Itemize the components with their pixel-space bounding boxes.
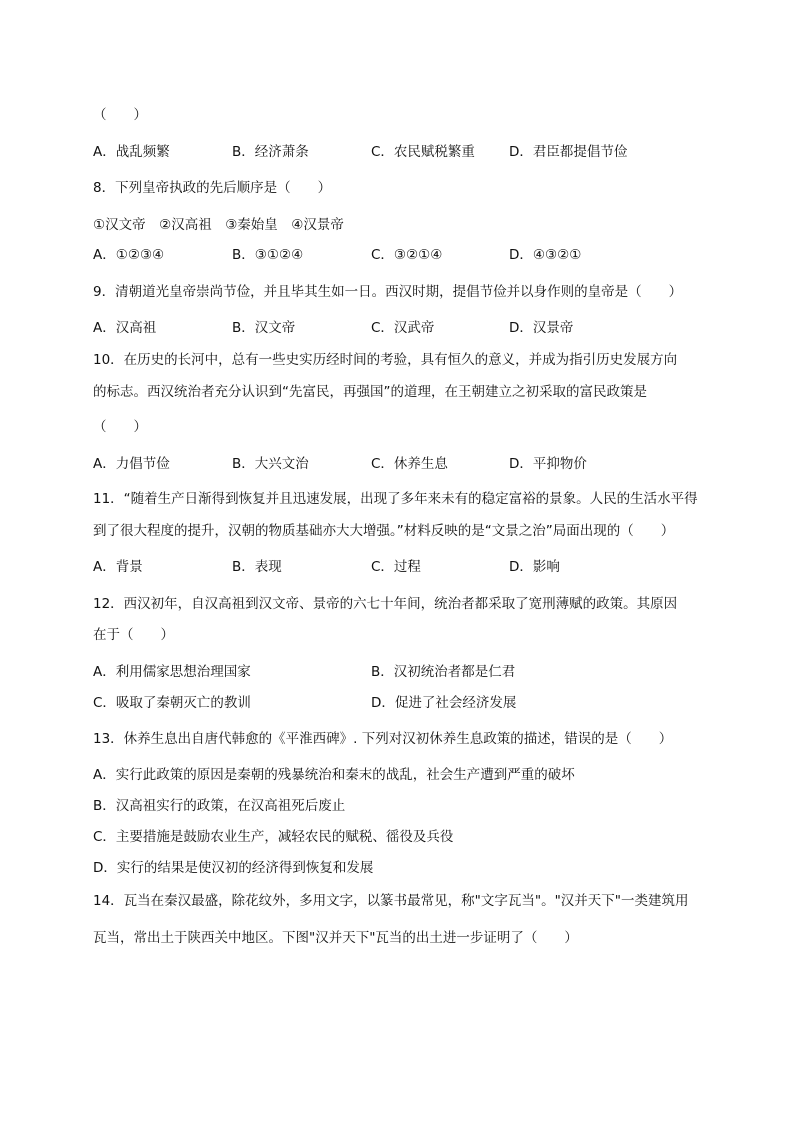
q12-option-a[interactable]: A．利用儒家思想治理国家 <box>93 664 251 680</box>
q10-option-a[interactable]: A．力倡节俭 <box>93 456 170 472</box>
q8-option-c[interactable]: C．③②①④ <box>371 247 443 263</box>
q7-option-c[interactable]: C．农民赋税繁重 <box>371 144 475 160</box>
q11-option-d[interactable]: D．影响 <box>509 559 560 575</box>
q9-options <box>93 319 713 337</box>
q7-option-d[interactable]: D．君臣都提倡节俭 <box>509 144 628 160</box>
q7-options <box>93 143 713 161</box>
q7-option-a[interactable]: A．战乱频繁 <box>93 144 170 160</box>
q8-option-d[interactable]: D．④③②① <box>509 247 582 263</box>
q8-option-b[interactable]: B．③①②④ <box>232 247 304 263</box>
q13-option-b[interactable]: B．汉高祖实行的政策，在汉高祖死后废止 <box>93 798 346 814</box>
q12-options-row1 <box>93 663 713 681</box>
q10-stem-line1: 10．在历史的长河中，总有一些史实历经时间的考验，具有恒久的意义，并成为指引历史发展方向 <box>93 352 678 368</box>
q10-option-d[interactable]: D．平抑物价 <box>509 456 587 472</box>
q9-option-a[interactable]: A．汉高祖 <box>93 320 157 336</box>
q7-answer-blank: （ ） <box>93 107 147 123</box>
q12-stem-line1: 12．西汉初年，自汉高祖到汉文帝、景帝的六七十年间，统治者都采取了宽刑薄赋的政策。其原因 <box>93 596 678 612</box>
q13-option-a[interactable]: A．实行此政策的原因是秦朝的残暴统治和秦末的战乱，社会生产遭到严重的破坏 <box>93 767 575 783</box>
q12-options-row2 <box>93 694 713 712</box>
q9-stem: 9．清朝道光皇帝崇尚节俭，并且毕其生如一日。西汉时期，提倡节俭并以身作则的皇帝是（ ） <box>93 284 683 300</box>
q13-option-d[interactable]: D．实行的结果是使汉初的经济得到恢复和发展 <box>93 860 374 876</box>
q11-option-c[interactable]: C．过程 <box>371 559 421 575</box>
q11-option-b[interactable]: B．表现 <box>232 559 282 575</box>
q11-stem-line2: 到了很大程度的提升，汉朝的物质基础亦大大增强。”材料反映的是“文景之治”局面出现的（ ） <box>93 523 675 539</box>
q10-option-b[interactable]: B．大兴文治 <box>232 456 309 472</box>
q10-options <box>93 455 713 473</box>
q10-answer-blank: （ ） <box>93 419 147 435</box>
q9-option-c[interactable]: C．汉武帝 <box>371 320 435 336</box>
q12-option-c[interactable]: C．吸取了秦朝灭亡的教训 <box>93 695 251 711</box>
q12-stem-line2: 在于（ ） <box>93 627 174 643</box>
q10-stem-line2: 的标志。西汉统治者充分认识到“先富民，再强国”的道理，在王朝建立之初采取的富民政策是 <box>93 384 647 400</box>
q8-stem: 8．下列皇帝执政的先后顺序是（ ） <box>93 180 332 196</box>
q9-option-b[interactable]: B．汉文帝 <box>232 320 296 336</box>
q8-options <box>93 246 713 264</box>
q10-option-c[interactable]: C．休养生息 <box>371 456 448 472</box>
q11-option-a[interactable]: A．背景 <box>93 559 143 575</box>
q11-options <box>93 558 713 576</box>
q8-option-a[interactable]: A．①②③④ <box>93 247 165 263</box>
q14-stem-line2: 瓦当，常出土于陕西关中地区。下图"汉并天下"瓦当的出土进一步证明了（ ） <box>93 930 578 946</box>
q12-option-d[interactable]: D．促进了社会经济发展 <box>371 695 517 711</box>
q14-stem-line1: 14．瓦当在秦汉最盛，除花纹外，多用文字，以篆书最常见，称"文字瓦当"。"汉并天下"一类建筑用 <box>93 893 689 909</box>
q13-option-c[interactable]: C．主要措施是鼓励农业生产，减轻农民的赋税、徭役及兵役 <box>93 829 454 845</box>
q8-items: ①汉文帝 ②汉高祖 ③秦始皇 ④汉景帝 <box>93 217 344 233</box>
q9-option-d[interactable]: D．汉景帝 <box>509 320 574 336</box>
q12-option-b[interactable]: B．汉初统治者都是仁君 <box>371 664 516 680</box>
q7-option-b[interactable]: B．经济萧条 <box>232 144 309 160</box>
q13-stem: 13．休养生息出自唐代韩愈的《平淮西碑》. 下列对汉初休养生息政策的描述，错误的是（ ） <box>93 731 673 747</box>
q11-stem-line1: 11．“随着生产日渐得到恢复并且迅速发展，出现了多年来未有的稳定富裕的景象。人民的生活水平得 <box>93 491 698 507</box>
